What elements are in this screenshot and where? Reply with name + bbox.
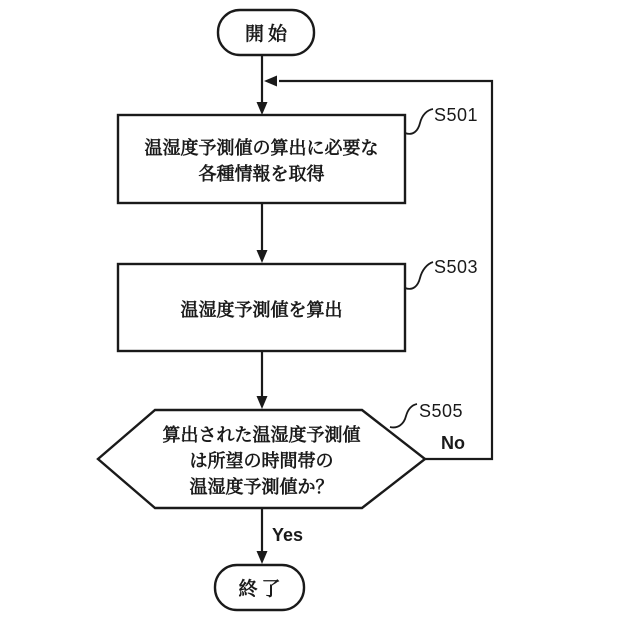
arrowhead-into-s503 [257, 250, 268, 263]
arrowhead-into-s501 [257, 102, 268, 115]
start-terminal-label: 開始 [244, 24, 291, 45]
arrowhead-no-loop-rejoin [264, 76, 277, 87]
arrowhead-into-end [257, 551, 268, 564]
s501-process-label: 温湿度予測値の算出に必要な 各種情報を取得 [144, 138, 379, 184]
branch-label-yes: Yes [272, 524, 304, 545]
step-id-s501: S501 [434, 104, 479, 125]
arrowhead-into-s505 [257, 396, 268, 409]
end-terminal-label: 終了 [238, 579, 285, 600]
step-id-s505: S505 [419, 400, 464, 421]
branch-label-no: No [441, 432, 465, 453]
leader-s501 [405, 109, 433, 134]
s503-process-label: 温湿度予測値を算出 [180, 299, 343, 320]
s505-decision-label: 算出された温湿度予測値 は所望の時間帯の 温湿度予測値か？ [162, 425, 361, 497]
leader-s503 [405, 262, 433, 289]
step-id-s503: S503 [434, 256, 479, 277]
